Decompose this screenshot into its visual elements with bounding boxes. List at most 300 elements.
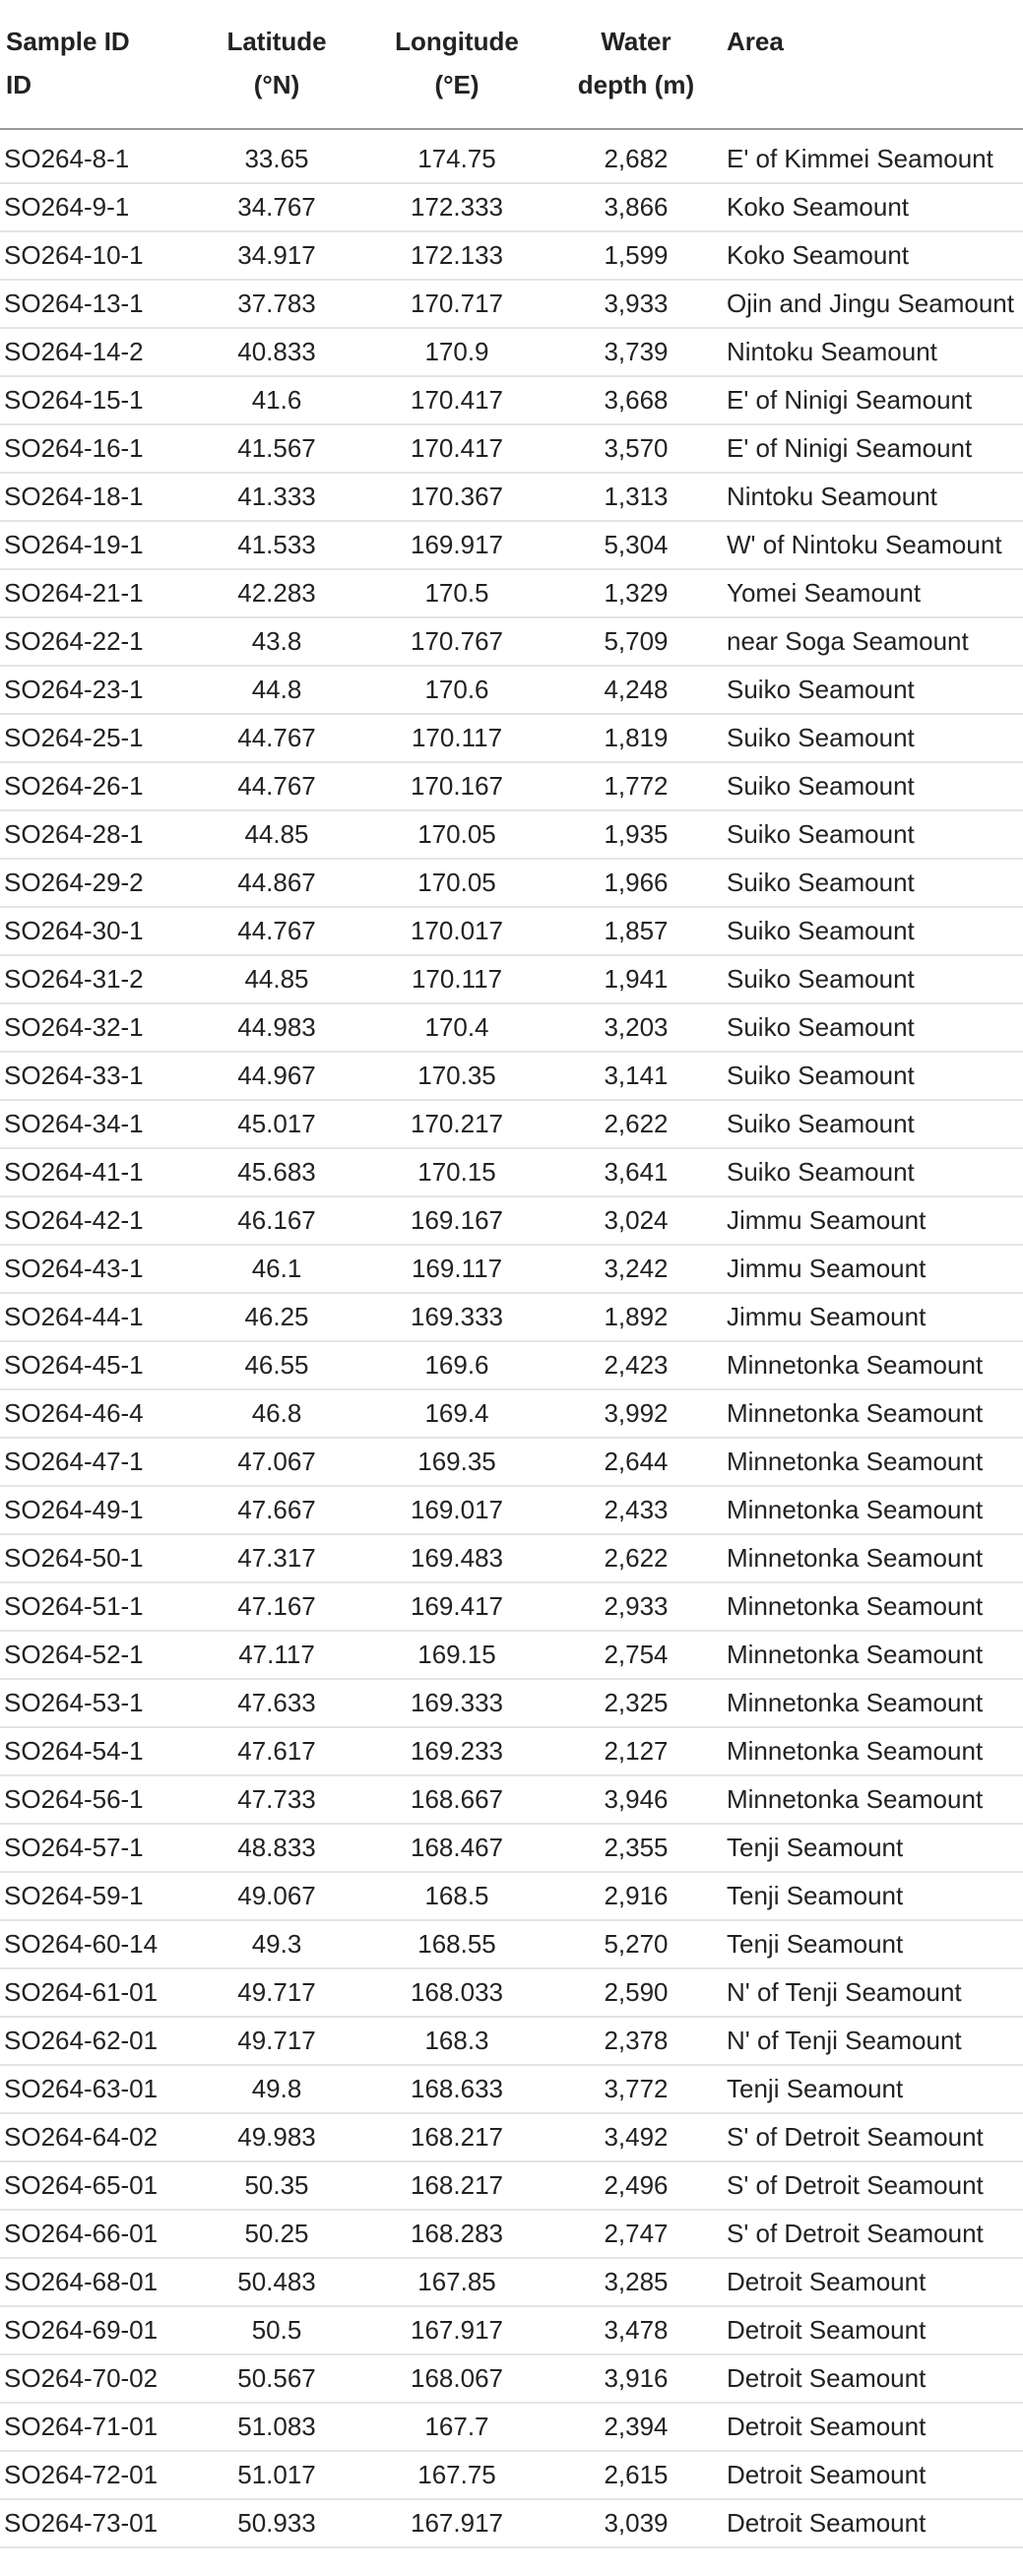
table-row (0, 1582, 1023, 1631)
cell-sample-id: SO264-14-2 (0, 328, 195, 376)
table-row (0, 1293, 1023, 1341)
cell-sample-id: SO264-44-1 (0, 1293, 195, 1341)
table-row (0, 2113, 1023, 2161)
table-row (0, 2451, 1023, 2499)
cell-area: Koko Seamount (717, 231, 1023, 280)
cell-latitude: 41.533 (195, 521, 358, 569)
cell-latitude: 40.833 (195, 328, 358, 376)
cell-longitude: 168.5 (358, 1872, 555, 1920)
cell-sample-id: SO264-65-01 (0, 2161, 195, 2210)
table-row (0, 1003, 1023, 1052)
cell-sample-id: SO264-57-1 (0, 1824, 195, 1872)
cell-area: E' of Ninigi Seamount (717, 424, 1023, 473)
table-body (0, 129, 1023, 2547)
table-row (0, 1631, 1023, 1679)
cell-latitude: 46.167 (195, 1196, 358, 1245)
cell-longitude: 170.017 (358, 907, 555, 955)
cell-water-depth: 5,709 (555, 617, 717, 666)
cell-longitude: 170.167 (358, 762, 555, 810)
cell-water-depth: 3,203 (555, 1003, 717, 1052)
cell-longitude: 168.033 (358, 1968, 555, 2017)
cell-latitude: 51.083 (195, 2403, 358, 2451)
cell-sample-id: SO264-41-1 (0, 1148, 195, 1196)
cell-sample-id: SO264-72-01 (0, 2451, 195, 2499)
cell-latitude: 47.617 (195, 1727, 358, 1775)
cell-latitude: 44.983 (195, 1003, 358, 1052)
cell-sample-id: SO264-34-1 (0, 1100, 195, 1148)
cell-water-depth: 2,916 (555, 1872, 717, 1920)
cell-area: Suiko Seamount (717, 714, 1023, 762)
header-latitude (195, 0, 358, 129)
cell-water-depth: 2,378 (555, 2017, 717, 2065)
cell-latitude: 47.733 (195, 1775, 358, 1824)
cell-longitude: 170.367 (358, 473, 555, 521)
cell-area: Nintoku Seamount (717, 473, 1023, 521)
header-line: depth (m) (577, 70, 695, 99)
table-row (0, 521, 1023, 569)
table-row (0, 1920, 1023, 1968)
cell-area: Koko Seamount (717, 183, 1023, 231)
cell-sample-id: SO264-13-1 (0, 280, 195, 328)
cell-area: Jimmu Seamount (717, 1196, 1023, 1245)
cell-water-depth: 3,933 (555, 280, 717, 328)
cell-area: E' of Kimmei Seamount (717, 129, 1023, 183)
cell-longitude: 169.35 (358, 1438, 555, 1486)
cell-sample-id: SO264-15-1 (0, 376, 195, 424)
cell-longitude: 169.483 (358, 1534, 555, 1582)
cell-longitude: 167.7 (358, 2403, 555, 2451)
header-line: (°N) (253, 70, 300, 99)
table-row (0, 955, 1023, 1003)
header-line: Water (601, 27, 671, 56)
table-row (0, 1872, 1023, 1920)
cell-latitude: 37.783 (195, 280, 358, 328)
table-row (0, 1438, 1023, 1486)
cell-sample-id: SO264-50-1 (0, 1534, 195, 1582)
cell-sample-id: SO264-28-1 (0, 810, 195, 859)
cell-longitude: 167.917 (358, 2499, 555, 2547)
cell-longitude: 170.767 (358, 617, 555, 666)
cell-area: Suiko Seamount (717, 666, 1023, 714)
table-row (0, 1389, 1023, 1438)
cell-water-depth: 4,248 (555, 666, 717, 714)
cell-area: E' of Ninigi Seamount (717, 376, 1023, 424)
cell-latitude: 49.8 (195, 2065, 358, 2113)
cell-area: near Soga Seamount (717, 617, 1023, 666)
cell-water-depth: 2,394 (555, 2403, 717, 2451)
cell-longitude: 169.6 (358, 1341, 555, 1389)
table-row (0, 2306, 1023, 2354)
cell-sample-id: SO264-10-1 (0, 231, 195, 280)
cell-sample-id: SO264-59-1 (0, 1872, 195, 1920)
cell-longitude: 167.917 (358, 2306, 555, 2354)
cell-latitude: 45.683 (195, 1148, 358, 1196)
cell-water-depth: 2,127 (555, 1727, 717, 1775)
cell-sample-id: SO264-52-1 (0, 1631, 195, 1679)
cell-longitude: 169.917 (358, 521, 555, 569)
cell-latitude: 34.767 (195, 183, 358, 231)
cell-water-depth: 2,622 (555, 1100, 717, 1148)
cell-latitude: 44.767 (195, 714, 358, 762)
cell-longitude: 167.85 (358, 2258, 555, 2306)
cell-sample-id: SO264-51-1 (0, 1582, 195, 1631)
cell-sample-id: SO264-53-1 (0, 1679, 195, 1727)
cell-latitude: 49.717 (195, 1968, 358, 2017)
cell-sample-id: SO264-18-1 (0, 473, 195, 521)
cell-water-depth: 2,622 (555, 1534, 717, 1582)
table-row (0, 1100, 1023, 1148)
cell-water-depth: 1,329 (555, 569, 717, 617)
cell-sample-id: SO264-23-1 (0, 666, 195, 714)
cell-sample-id: SO264-69-01 (0, 2306, 195, 2354)
cell-sample-id: SO264-71-01 (0, 2403, 195, 2451)
header-line: (°E) (434, 70, 480, 99)
cell-longitude: 170.05 (358, 859, 555, 907)
cell-area: Detroit Seamount (717, 2499, 1023, 2547)
table-row (0, 280, 1023, 328)
cell-longitude: 170.417 (358, 376, 555, 424)
cell-latitude: 44.767 (195, 762, 358, 810)
cell-area: Minnetonka Seamount (717, 1438, 1023, 1486)
cell-latitude: 50.483 (195, 2258, 358, 2306)
table-row (0, 762, 1023, 810)
cell-area: Detroit Seamount (717, 2354, 1023, 2403)
cell-water-depth: 3,570 (555, 424, 717, 473)
cell-area: Minnetonka Seamount (717, 1679, 1023, 1727)
cell-latitude: 41.6 (195, 376, 358, 424)
cell-water-depth: 1,941 (555, 955, 717, 1003)
cell-latitude: 45.017 (195, 1100, 358, 1148)
header-area (717, 0, 1023, 129)
cell-latitude: 47.167 (195, 1582, 358, 1631)
table-row (0, 473, 1023, 521)
cell-latitude: 49.983 (195, 2113, 358, 2161)
cell-area: Suiko Seamount (717, 859, 1023, 907)
cell-latitude: 50.567 (195, 2354, 358, 2403)
cell-area: Minnetonka Seamount (717, 1486, 1023, 1534)
cell-area: Minnetonka Seamount (717, 1582, 1023, 1631)
cell-latitude: 41.567 (195, 424, 358, 473)
cell-water-depth: 5,270 (555, 1920, 717, 1968)
table-row (0, 328, 1023, 376)
cell-latitude: 43.8 (195, 617, 358, 666)
cell-area: Detroit Seamount (717, 2403, 1023, 2451)
table-row (0, 1775, 1023, 1824)
cell-latitude: 47.317 (195, 1534, 358, 1582)
cell-sample-id: SO264-9-1 (0, 183, 195, 231)
table-row (0, 1245, 1023, 1293)
cell-area: Detroit Seamount (717, 2258, 1023, 2306)
cell-longitude: 170.4 (358, 1003, 555, 1052)
table-row (0, 1679, 1023, 1727)
cell-latitude: 41.333 (195, 473, 358, 521)
table-row (0, 1052, 1023, 1100)
cell-longitude: 168.217 (358, 2113, 555, 2161)
cell-water-depth: 3,285 (555, 2258, 717, 2306)
cell-sample-id: SO264-45-1 (0, 1341, 195, 1389)
cell-water-depth: 2,433 (555, 1486, 717, 1534)
cell-longitude: 170.217 (358, 1100, 555, 1148)
header-line: Sample ID (6, 27, 130, 56)
cell-sample-id: SO264-30-1 (0, 907, 195, 955)
cell-latitude: 49.717 (195, 2017, 358, 2065)
table-row (0, 569, 1023, 617)
header-water-depth (555, 0, 717, 129)
cell-longitude: 170.9 (358, 328, 555, 376)
cell-water-depth: 2,682 (555, 129, 717, 183)
cell-latitude: 47.667 (195, 1486, 358, 1534)
table-row (0, 2065, 1023, 2113)
cell-latitude: 50.5 (195, 2306, 358, 2354)
cell-water-depth: 2,325 (555, 1679, 717, 1727)
cell-sample-id: SO264-32-1 (0, 1003, 195, 1052)
cell-latitude: 42.283 (195, 569, 358, 617)
cell-latitude: 44.85 (195, 955, 358, 1003)
cell-latitude: 50.933 (195, 2499, 358, 2547)
cell-water-depth: 3,992 (555, 1389, 717, 1438)
cell-sample-id: SO264-21-1 (0, 569, 195, 617)
cell-area: Suiko Seamount (717, 1052, 1023, 1100)
cell-water-depth: 3,024 (555, 1196, 717, 1245)
cell-longitude: 174.75 (358, 129, 555, 183)
cell-longitude: 168.667 (358, 1775, 555, 1824)
table-row (0, 2499, 1023, 2547)
cell-longitude: 169.117 (358, 1245, 555, 1293)
cell-longitude: 172.333 (358, 183, 555, 231)
cell-latitude: 33.65 (195, 129, 358, 183)
cell-water-depth: 2,754 (555, 1631, 717, 1679)
cell-water-depth: 1,857 (555, 907, 717, 955)
table-header (0, 0, 1023, 129)
header-line: Area (727, 27, 784, 56)
cell-latitude: 49.3 (195, 1920, 358, 1968)
cell-water-depth: 3,242 (555, 1245, 717, 1293)
cell-latitude: 46.25 (195, 1293, 358, 1341)
cell-sample-id: SO264-61-01 (0, 1968, 195, 2017)
cell-water-depth: 2,496 (555, 2161, 717, 2210)
cell-water-depth: 2,933 (555, 1582, 717, 1631)
cell-area: Suiko Seamount (717, 1148, 1023, 1196)
table-row (0, 1486, 1023, 1534)
cell-longitude: 169.167 (358, 1196, 555, 1245)
header-line: Longitude (395, 27, 519, 56)
cell-area: Tenji Seamount (717, 1824, 1023, 1872)
cell-longitude: 170.117 (358, 955, 555, 1003)
table-row (0, 1968, 1023, 2017)
cell-area: Suiko Seamount (717, 907, 1023, 955)
table-row (0, 424, 1023, 473)
table-row (0, 617, 1023, 666)
cell-sample-id: SO264-26-1 (0, 762, 195, 810)
cell-longitude: 169.333 (358, 1679, 555, 1727)
cell-area: N' of Tenji Seamount (717, 1968, 1023, 2017)
cell-latitude: 46.1 (195, 1245, 358, 1293)
cell-sample-id: SO264-33-1 (0, 1052, 195, 1100)
cell-water-depth: 5,304 (555, 521, 717, 569)
cell-water-depth: 2,644 (555, 1438, 717, 1486)
header-line: Latitude (226, 27, 327, 56)
cell-water-depth: 2,590 (555, 1968, 717, 2017)
cell-water-depth: 3,039 (555, 2499, 717, 2547)
cell-latitude: 50.35 (195, 2161, 358, 2210)
cell-water-depth: 3,772 (555, 2065, 717, 2113)
table-row (0, 183, 1023, 231)
cell-latitude: 47.633 (195, 1679, 358, 1727)
cell-area: Yomei Seamount (717, 569, 1023, 617)
cell-area: Detroit Seamount (717, 2451, 1023, 2499)
table-row (0, 666, 1023, 714)
header-line: ID (6, 70, 32, 99)
cell-sample-id: SO264-63-01 (0, 2065, 195, 2113)
cell-water-depth: 1,935 (555, 810, 717, 859)
cell-longitude: 169.233 (358, 1727, 555, 1775)
cell-longitude: 170.15 (358, 1148, 555, 1196)
table-row (0, 1824, 1023, 1872)
cell-longitude: 169.417 (358, 1582, 555, 1631)
table-row (0, 1196, 1023, 1245)
table-row (0, 2354, 1023, 2403)
table-row (0, 231, 1023, 280)
cell-area: Nintoku Seamount (717, 328, 1023, 376)
cell-latitude: 51.017 (195, 2451, 358, 2499)
cell-sample-id: SO264-49-1 (0, 1486, 195, 1534)
cell-area: Jimmu Seamount (717, 1293, 1023, 1341)
table-row (0, 129, 1023, 183)
cell-latitude: 50.25 (195, 2210, 358, 2258)
table-row (0, 2161, 1023, 2210)
cell-area: S' of Detroit Seamount (717, 2161, 1023, 2210)
cell-sample-id: SO264-62-01 (0, 2017, 195, 2065)
cell-area: Ojin and Jingu Seamount (717, 280, 1023, 328)
cell-sample-id: SO264-60-14 (0, 1920, 195, 1968)
table-row (0, 714, 1023, 762)
table-row (0, 2403, 1023, 2451)
cell-area: Minnetonka Seamount (717, 1389, 1023, 1438)
cell-area: Tenji Seamount (717, 1920, 1023, 1968)
cell-area: Detroit Seamount (717, 2306, 1023, 2354)
cell-water-depth: 1,772 (555, 762, 717, 810)
table-row (0, 1534, 1023, 1582)
cell-latitude: 44.867 (195, 859, 358, 907)
cell-water-depth: 2,355 (555, 1824, 717, 1872)
cell-longitude: 170.6 (358, 666, 555, 714)
table-row (0, 810, 1023, 859)
cell-latitude: 46.8 (195, 1389, 358, 1438)
table-row (0, 2210, 1023, 2258)
cell-longitude: 168.217 (358, 2161, 555, 2210)
cell-sample-id: SO264-29-2 (0, 859, 195, 907)
cell-latitude: 48.833 (195, 1824, 358, 1872)
cell-sample-id: SO264-54-1 (0, 1727, 195, 1775)
cell-water-depth: 3,141 (555, 1052, 717, 1100)
cell-sample-id: SO264-19-1 (0, 521, 195, 569)
cell-longitude: 169.4 (358, 1389, 555, 1438)
cell-area: Suiko Seamount (717, 955, 1023, 1003)
table-row (0, 907, 1023, 955)
cell-area: Suiko Seamount (717, 762, 1023, 810)
cell-sample-id: SO264-56-1 (0, 1775, 195, 1824)
cell-longitude: 169.15 (358, 1631, 555, 1679)
cell-area: S' of Detroit Seamount (717, 2113, 1023, 2161)
cell-area: Minnetonka Seamount (717, 1341, 1023, 1389)
header-row (0, 0, 1023, 129)
cell-sample-id: SO264-66-01 (0, 2210, 195, 2258)
cell-sample-id: SO264-25-1 (0, 714, 195, 762)
cell-area: Minnetonka Seamount (717, 1534, 1023, 1582)
cell-latitude: 46.55 (195, 1341, 358, 1389)
cell-longitude: 170.117 (358, 714, 555, 762)
cell-longitude: 170.05 (358, 810, 555, 859)
cell-longitude: 168.467 (358, 1824, 555, 1872)
cell-longitude: 170.5 (358, 569, 555, 617)
cell-sample-id: SO264-22-1 (0, 617, 195, 666)
cell-latitude: 47.117 (195, 1631, 358, 1679)
cell-water-depth: 3,478 (555, 2306, 717, 2354)
cell-area: N' of Tenji Seamount (717, 2017, 1023, 2065)
table-row (0, 2017, 1023, 2065)
cell-longitude: 170.417 (358, 424, 555, 473)
cell-water-depth: 1,819 (555, 714, 717, 762)
cell-longitude: 170.35 (358, 1052, 555, 1100)
cell-latitude: 49.067 (195, 1872, 358, 1920)
cell-area: Jimmu Seamount (717, 1245, 1023, 1293)
cell-water-depth: 3,739 (555, 328, 717, 376)
cell-latitude: 44.85 (195, 810, 358, 859)
table-row (0, 1148, 1023, 1196)
cell-area: Tenji Seamount (717, 1872, 1023, 1920)
header-longitude (358, 0, 555, 129)
cell-latitude: 44.8 (195, 666, 358, 714)
cell-water-depth: 2,423 (555, 1341, 717, 1389)
cell-longitude: 168.3 (358, 2017, 555, 2065)
cell-area: Tenji Seamount (717, 2065, 1023, 2113)
cell-longitude: 169.017 (358, 1486, 555, 1534)
table-row (0, 2258, 1023, 2306)
cell-longitude: 170.717 (358, 280, 555, 328)
cell-sample-id: SO264-16-1 (0, 424, 195, 473)
cell-longitude: 169.333 (358, 1293, 555, 1341)
cell-water-depth: 3,641 (555, 1148, 717, 1196)
header-sample-id (0, 0, 195, 129)
cell-sample-id: SO264-68-01 (0, 2258, 195, 2306)
cell-latitude: 34.917 (195, 231, 358, 280)
table-row (0, 376, 1023, 424)
cell-latitude: 44.767 (195, 907, 358, 955)
cell-sample-id: SO264-42-1 (0, 1196, 195, 1245)
cell-area: Minnetonka Seamount (717, 1727, 1023, 1775)
cell-area: S' of Detroit Seamount (717, 2210, 1023, 2258)
cell-water-depth: 1,966 (555, 859, 717, 907)
cell-area: Suiko Seamount (717, 810, 1023, 859)
table-row (0, 1341, 1023, 1389)
cell-longitude: 172.133 (358, 231, 555, 280)
cell-water-depth: 1,892 (555, 1293, 717, 1341)
table-row (0, 1727, 1023, 1775)
cell-sample-id: SO264-43-1 (0, 1245, 195, 1293)
cell-latitude: 44.967 (195, 1052, 358, 1100)
cell-area: Suiko Seamount (717, 1003, 1023, 1052)
cell-area: Minnetonka Seamount (717, 1631, 1023, 1679)
cell-water-depth: 3,866 (555, 183, 717, 231)
cell-sample-id: SO264-8-1 (0, 129, 195, 183)
cell-longitude: 167.75 (358, 2451, 555, 2499)
cell-water-depth: 3,946 (555, 1775, 717, 1824)
cell-sample-id: SO264-31-2 (0, 955, 195, 1003)
cell-sample-id: SO264-73-01 (0, 2499, 195, 2547)
cell-area: Minnetonka Seamount (717, 1775, 1023, 1824)
cell-area: W' of Nintoku Seamount (717, 521, 1023, 569)
cell-water-depth: 3,916 (555, 2354, 717, 2403)
